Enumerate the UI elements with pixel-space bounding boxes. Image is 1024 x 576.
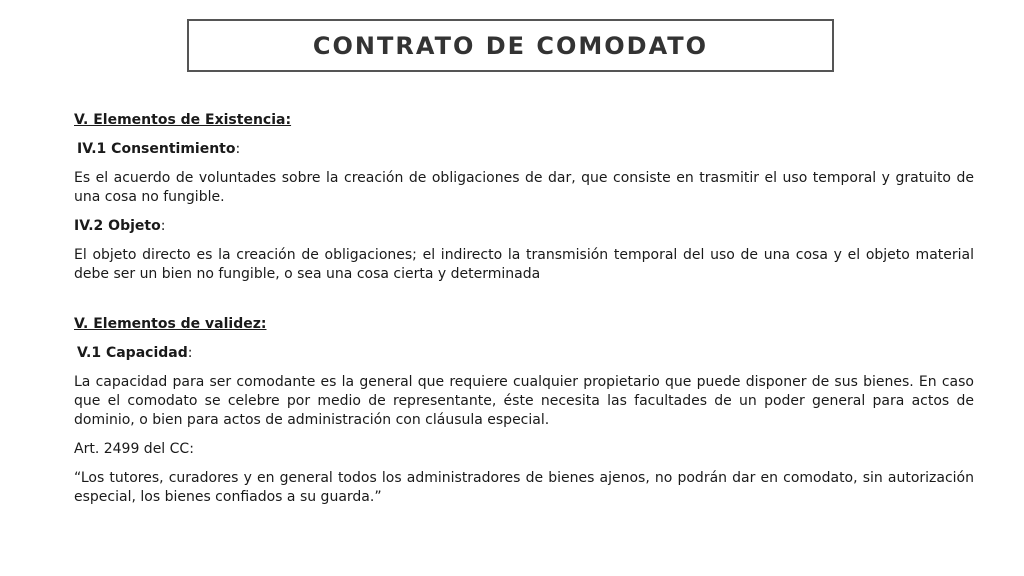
consentimiento-colon: : (235, 141, 241, 157)
article-reference: Art. 2499 del CC: (74, 441, 194, 457)
slide-title: CONTRATO DE COMODATO (312, 31, 709, 60)
article-quote: “Los tutores, curadores y en general todos los administradores de bienes ajenos, no podrán dar en comodato, sin autorización especial, los bienes confiados a su guarda.” (74, 470, 974, 505)
capacidad-text: La capacidad para ser comodante es la general que requiere cualquier propietario que puede disponer de sus bienes. En caso que el comodato se celebre por medio de representante, éste necesita las facultades de un poder general para actos de dominio, o bien para actos de administración con cláusula especial. (74, 374, 974, 428)
objeto-heading-row (74, 217, 974, 236)
objeto-text: El objeto directo es la creación de obligaciones; el indirecto la transmisión temporal del uso de una cosa y el objeto material debe ser un bien no fungible, o sea una cosa cierta y determinada (74, 247, 974, 282)
existencia-heading-row (74, 111, 974, 130)
validez-heading-row (74, 315, 974, 334)
consentimiento-label: IV.1 Consentimiento (77, 141, 236, 157)
slide-content (74, 111, 974, 517)
section-spacer (74, 294, 974, 315)
capacidad-label: V.1 Capacidad (77, 345, 188, 361)
capacidad-colon: : (187, 345, 193, 361)
capacidad-heading-row (74, 344, 974, 363)
existencia-heading: V. Elementos de Existencia: (74, 112, 292, 128)
title-box (187, 19, 834, 72)
objeto-label: IV.2 Objeto (74, 218, 161, 234)
consentimiento-heading-row (74, 140, 974, 159)
consentimiento-text: Es el acuerdo de voluntades sobre la creación de obligaciones de dar, que consiste en trasmitir el uso temporal y gratuito de una cosa no fungible. (74, 170, 974, 205)
objeto-colon: : (160, 218, 166, 234)
validez-heading: V. Elementos de validez: (74, 316, 267, 332)
